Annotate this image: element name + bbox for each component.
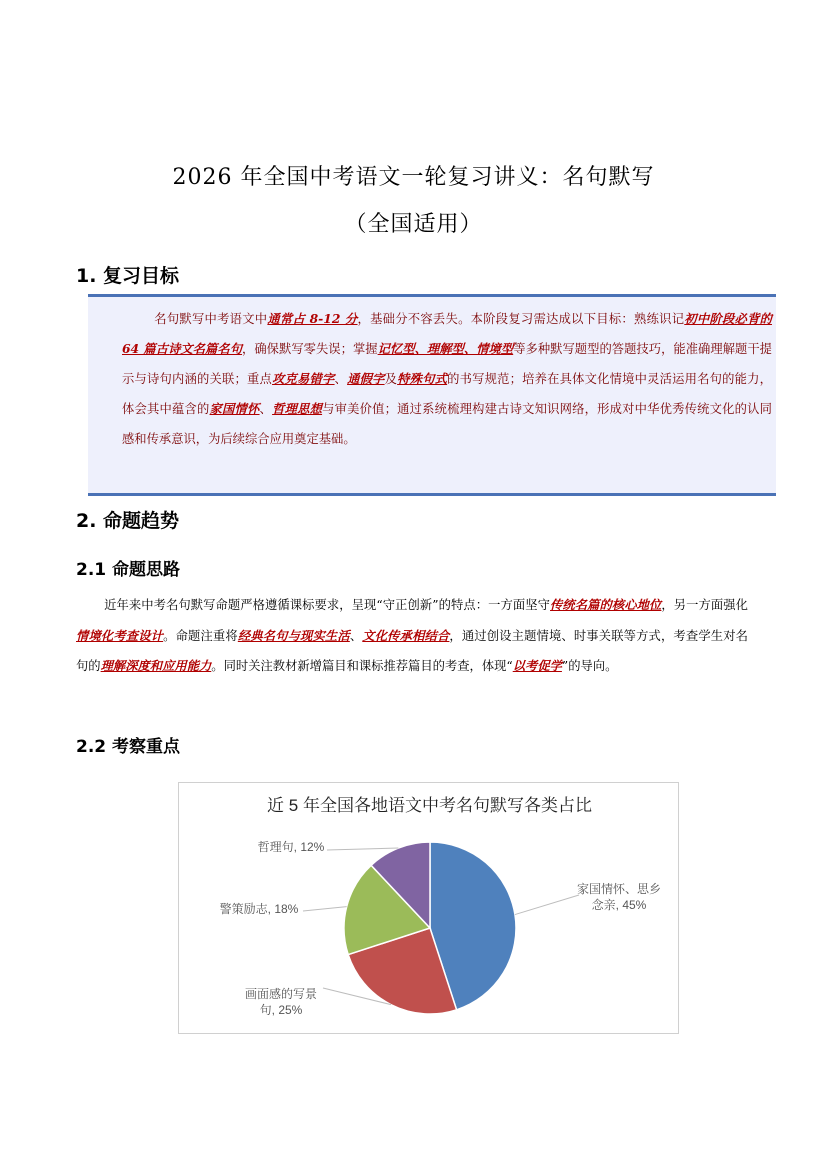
approach-text: 、 [349, 628, 363, 643]
approach-paragraph [76, 590, 748, 682]
goal-highlight: 通常占 8-12 分 [267, 311, 358, 326]
data-label: 画面感的写景句, 25% [244, 987, 318, 1017]
goal-text: ，确保默写零失误；掌握 [242, 342, 378, 356]
goal-highlight: 记忆型、理解型、情境型 [377, 341, 514, 356]
goals-callout-box [88, 294, 776, 496]
chart-title: 近 5 年全国各地语文中考名句默写各类占比 [267, 796, 592, 815]
leader-line [303, 907, 347, 911]
approach-highlight: 以考促学 [512, 658, 562, 673]
approach-text: ”的导向。 [561, 659, 618, 673]
data-label: 家国情怀、思乡念亲, 45% [576, 882, 662, 912]
subsection-heading-approach: 2.1 命题思路 [76, 560, 181, 580]
leader-line [515, 895, 579, 915]
goal-text: 的书写规范；培养在具体文化情境中灵活运用名句的能力，体会其中蕴含的 [122, 372, 772, 416]
goals-text [122, 312, 772, 446]
goal-text: 与审美价值；通过系统梳理构建古诗文知识网络，形成对中华优秀传统文化的认同感和传承意识，为后续综合应用奠定基础。 [122, 402, 772, 446]
goal-text: 名句默写中考语文中 [154, 312, 268, 326]
data-label: 警策励志, 18% [219, 902, 299, 916]
pie-chart-frame [178, 782, 679, 1034]
goal-highlight: 哲理思想 [272, 401, 323, 416]
section-heading-goals: 1. 复习目标 [76, 265, 180, 287]
document-subtitle: （全国适用） [344, 212, 483, 237]
goal-highlight: 特殊句式 [397, 371, 448, 386]
approach-highlight: 文化传承相结合 [362, 627, 450, 643]
goal-highlight: 攻克易错字 [272, 371, 335, 386]
section-heading-trends: 2. 命题趋势 [76, 510, 180, 532]
approach-text [76, 598, 748, 673]
goal-text: 等多种默写题型的答题技巧，能准确理解题干提示与诗句内涵的关联；重点 [122, 342, 772, 386]
goal-text: 、 [259, 402, 273, 416]
approach-text: 。同时关注教材新增篇目和课标推荐篇目的考查，体现“ [211, 659, 513, 673]
data-label: 哲理句, 12% [257, 840, 325, 854]
approach-highlight: 理解深度和应用能力 [100, 658, 212, 673]
approach-text: ，另一方面强化 [661, 598, 748, 612]
subsection-heading-focus: 2.2 考察重点 [76, 737, 181, 757]
approach-highlight: 传统名篇的核心地位 [550, 597, 662, 612]
approach-text: 。命题注重将 [163, 628, 238, 643]
goal-highlight: 家国情怀 [209, 401, 260, 416]
pie-chart [179, 783, 680, 1035]
goal-highlight: 初中阶段必背的 64 篇古诗文名篇名句 [122, 311, 772, 356]
approach-highlight: 情境化考查设计 [76, 627, 164, 643]
approach-text: 近年来中考名句默写命题严格遵循课标要求，呈现“守正创新”的特点：一方面坚守 [104, 598, 551, 612]
leader-line [327, 848, 398, 850]
goal-text: ，基础分不容丢失。本阶段复习需达成以下目标：熟练识记 [357, 312, 685, 326]
goal-highlight: 通假字 [347, 371, 385, 386]
goal-text: 及 [384, 372, 398, 386]
approach-highlight: 经典名句与现实生活 [237, 627, 350, 643]
goal-text: 、 [334, 372, 348, 386]
approach-text: ，通过创设主题情境、时事关联等方式，考查学生对名句的 [76, 628, 748, 673]
document-title: 2026 年全国中考语文一轮复习讲义：名句默写 [172, 165, 655, 190]
